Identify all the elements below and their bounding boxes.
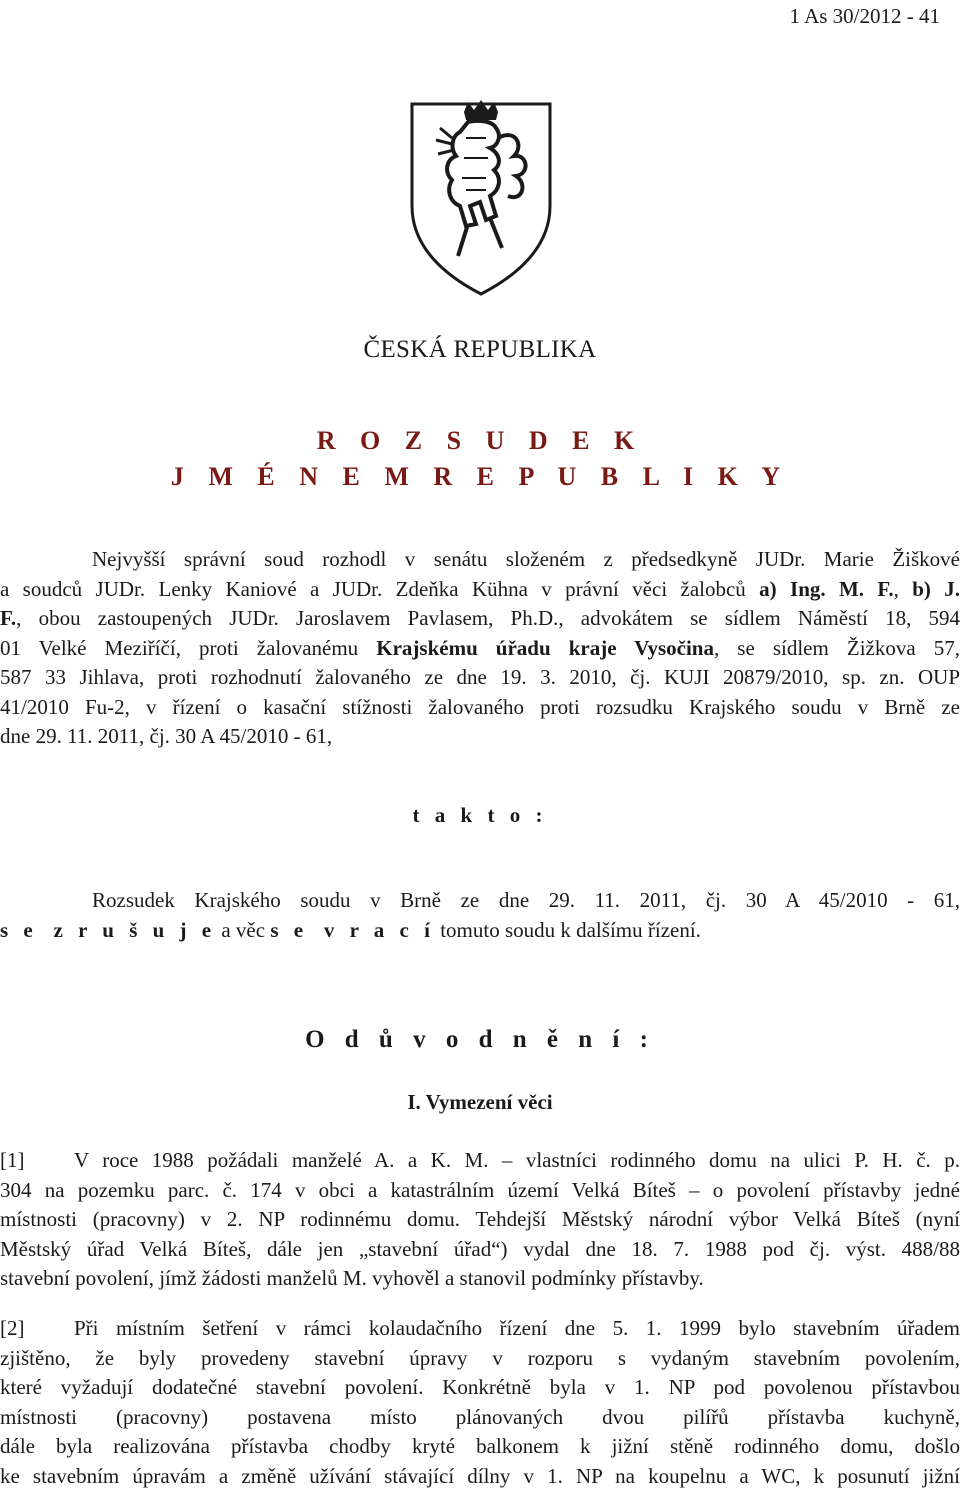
section-heading: I. Vymezení věci	[0, 1090, 960, 1115]
p1-line-3: místnosti (pracovny) v 2. NP rodinnému domu. Tehdejší Městský národní výbor Velká Bíteš (nyní	[0, 1205, 960, 1235]
intro-line-7: dne 29. 11. 2011, čj. 30 A 45/2010 - 61,	[0, 722, 960, 752]
paragraph-number: [1]	[0, 1146, 74, 1176]
intro-paragraph	[0, 545, 960, 752]
paragraph-2	[0, 1314, 960, 1491]
verdict-text: a věc	[216, 918, 270, 942]
verdict-se: s e	[0, 918, 38, 942]
intro-line-2	[0, 575, 960, 605]
intro-line-4	[0, 634, 960, 664]
verdict-se: s e	[270, 918, 308, 942]
intro-line-6: 41/2010 Fu-2, v řízení o kasační stížnosti žalovaného proti rozsudku Krajského soudu v Brně ze	[0, 693, 960, 723]
defendant: Krajskému úřadu kraje Vysočina	[376, 636, 714, 660]
in-name-of-republic: J M É N E M R E P U B L I K Y	[0, 462, 960, 492]
p2-line-5: dále byla realizována přístavba chodby kryté balkonem k jižní stěně rodinného domu, došlo	[0, 1432, 960, 1462]
intro-line-5: 587 33 Jihlava, proti rozhodnutí žalovaného ze dne 19. 3. 2010, čj. KUJI 20879/2010, sp. zn. OUP	[0, 663, 960, 693]
p1-text: V roce 1988 požádali manželé A. a K. M. – vlastníci rodinného domu na ulici P. H. č. p.	[74, 1148, 960, 1172]
intro-text: , obou zastoupených JUDr. Jaroslavem Pavlasem, Ph.D., advokátem se sídlem Náměstí 18, 594	[16, 606, 960, 630]
verdict-zrusuje: z r u š u j e	[54, 918, 217, 942]
p2-text: Při místním šetření v rámci kolaudačního řízení dne 5. 1. 1999 bylo stavebním úřadem	[74, 1316, 960, 1340]
plaintiff-b-cont: F.	[0, 606, 16, 630]
p1-line-4: Městský úřad Velká Bíteš, dále jen „stavební úřad“) vydal dne 18. 7. 1988 pod čj. výst. 488/88	[0, 1235, 960, 1265]
intro-text: a soudců JUDr. Lenky Kaniové a JUDr. Zdeňka Kühna v právní věci žalobců	[0, 577, 759, 601]
intro-line-1: Nejvyšší správní soud rozhodl v senátu složeném z předsedkyně JUDr. Marie Žiškové	[0, 545, 960, 575]
p2-line-6: ke stavebním úpravám a změně užívání stávající dílny v 1. NP na koupelnu a WC, k posunutí jižní	[0, 1462, 960, 1491]
verdict-line-2	[0, 916, 960, 946]
verdict-line-1: Rozsudek Krajského soudu v Brně ze dne 29. 11. 2011, čj. 30 A 45/2010 - 61,	[0, 886, 960, 916]
verdict-paragraph	[0, 886, 960, 945]
p2-line-2: zjištěno, že byly provedeny stavební úpravy v rozporu s vydaným stavebním povolením,	[0, 1344, 960, 1374]
p1-line-5: stavební povolení, jímž žádosti manželů M. vyhověl a stanovil podmínky přístavby.	[0, 1264, 960, 1294]
plaintiff-a: a) Ing. M. F.	[759, 577, 893, 601]
intro-text: ,	[894, 577, 913, 601]
p2-line-4: místnosti (pracovny) postavena místo plánovaných dvou pilířů přístavba kuchyně,	[0, 1403, 960, 1433]
p2-line-1	[0, 1314, 960, 1344]
verdict-text: tomuto soudu k dalšímu řízení.	[435, 918, 701, 942]
paragraph-1	[0, 1146, 960, 1294]
reasoning-heading: O d ů v o d n ě n í :	[0, 1026, 960, 1054]
verdict-vraci: v r a c í	[324, 918, 435, 942]
plaintiff-b: b) J.	[912, 577, 960, 601]
paragraph-number: [2]	[0, 1314, 74, 1344]
intro-text: 01 Velké Meziříčí, proti žalovanému	[0, 636, 376, 660]
p2-line-3: které vyžadují dodatečné stavební povolení. Konkrétně byla v 1. NP pod povolenou přístavbou	[0, 1373, 960, 1403]
case-number: 1 As 30/2012 - 41	[789, 4, 940, 29]
takto-heading: t a k t o :	[0, 803, 960, 828]
p1-line-1	[0, 1146, 960, 1176]
intro-line-3	[0, 604, 960, 634]
p1-line-2: 304 na pozemku parc. č. 174 v obci a katastrálním území Velká Bíteš – o povolení přístavby jedné	[0, 1176, 960, 1206]
intro-text: , se sídlem Žižkova 57,	[714, 636, 960, 660]
country-heading: ČESKÁ REPUBLIKA	[0, 336, 960, 364]
coat-of-arms-icon	[406, 98, 556, 298]
verdict-title: R O Z S U D E K	[0, 426, 960, 456]
